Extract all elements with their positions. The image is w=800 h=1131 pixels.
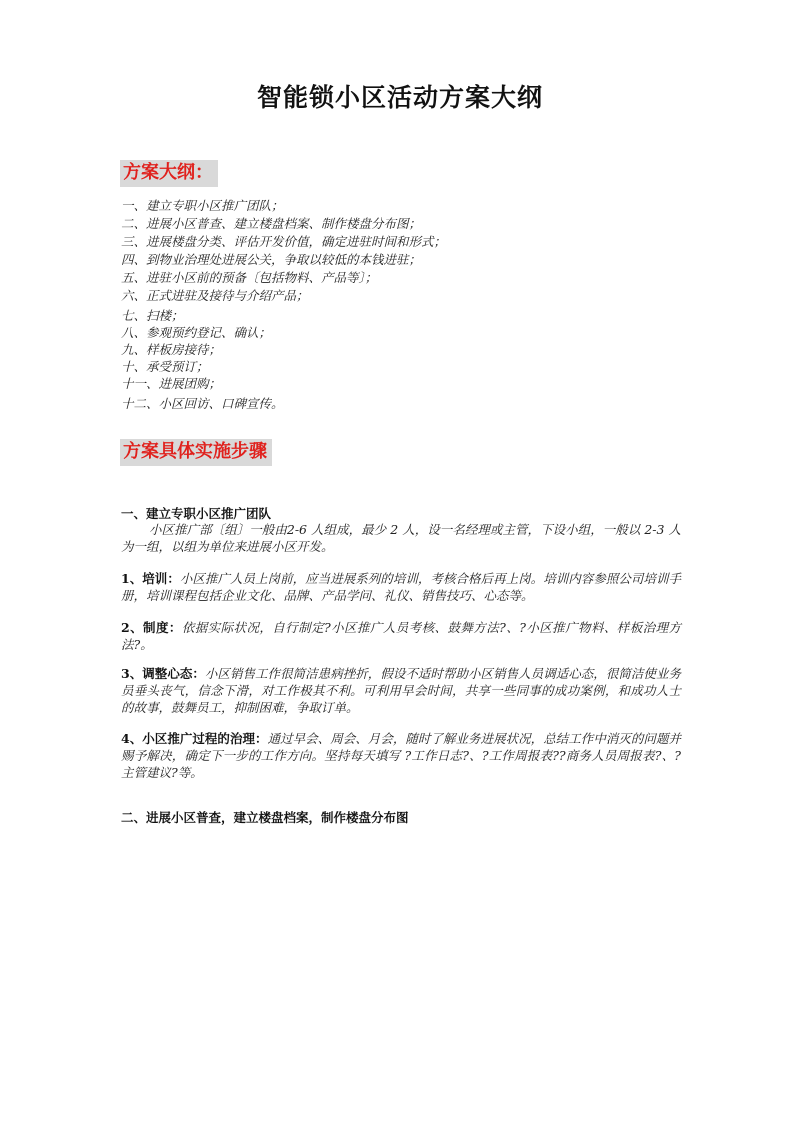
outline-item-4: 四、到物业治理处进展公关，争取以较低的本钱进驻； (121, 252, 422, 267)
paragraph-management-body: 通过早会、周会、月会，随时了解业务进展状况，总结工作中消灭的问题并赐予解决，确定下一步的工作方向。坚持每天填写 ?工作日志?、?工作周报表??商务人员周报表?、?主管建议?等。 (121, 731, 681, 780)
outline-item-10: 十、承受预订； (121, 359, 209, 374)
paragraph-training (121, 570, 681, 604)
steps-heading: 方案具体实施步骤 (120, 439, 272, 466)
outline-item-8: 八、参观预约登记、确认； (121, 325, 272, 340)
paragraph-management (121, 730, 681, 781)
outline-item-1: 一、建立专职小区推广团队； (121, 198, 284, 213)
outline-item-3: 三、进展楼盘分类、评估开发价值，确定进驻时间和形式； (121, 234, 447, 249)
outline-item-5: 五、进驻小区前的预备〔包括物料、产品等〕； (121, 270, 378, 285)
section-1-title: 一、建立专职小区推广团队 (121, 506, 272, 521)
paragraph-mindset-body: 小区销售工作很简洁患病挫折，假设不适时帮助小区销售人员调适心态，很简洁使业务员垂头丧气，信念下滑，对工作极其不利。可利用早会时间，共享一些同事的成功案例，和成功人士的故事，鼓舞员工，抑制困难，争取订单。 (121, 666, 681, 715)
outline-item-7: 七、扫楼； (121, 308, 184, 323)
section-1-text: 小区推广部〔组〕一般由2-6 人组成，最少 2 人，设一名经理或主管，下设小组，一般以 2-3 人为一组，以组为单位来进展小区开发。 (121, 522, 681, 554)
section-2-title: 二、进展小区普查，建立楼盘档案，制作楼盘分布图 (121, 810, 409, 825)
paragraph-system-body: 依据实际状况，自行制定?小区推广人员考核、鼓舞方法?、?小区推广物料、样板治理方法?。 (121, 620, 681, 652)
outline-heading: 方案大纲： (120, 160, 218, 187)
document-title: 智能锁小区活动方案大纲 (256, 83, 543, 112)
paragraph-mindset-lead: 3、调整心态： (121, 666, 205, 681)
paragraph-system-lead: 2、制度： (121, 620, 182, 635)
outline-item-11: 十一、进展团购； (121, 376, 222, 391)
outline-item-2: 二、进展小区普查、建立楼盘档案、制作楼盘分布图； (121, 216, 422, 231)
section-1-body (121, 521, 681, 555)
paragraph-management-lead: 4、小区推广过程的治理： (121, 731, 268, 746)
outline-item-6: 六、正式进驻及接待与介绍产品； (121, 288, 309, 303)
paragraph-training-body: 小区推广人员上岗前，应当进展系列的培训，考核合格后再上岗。培训内容参照公司培训手册，培训课程包括企业文化、品牌、产品学问、礼仪、销售技巧、心态等。 (121, 571, 681, 603)
outline-item-12: 十二、小区回访、口碑宣传。 (121, 396, 284, 411)
paragraph-training-lead: 1、培训： (121, 571, 180, 586)
paragraph-system (121, 619, 681, 653)
paragraph-mindset (121, 665, 681, 716)
outline-item-9: 九、样板房接待； (121, 342, 222, 357)
